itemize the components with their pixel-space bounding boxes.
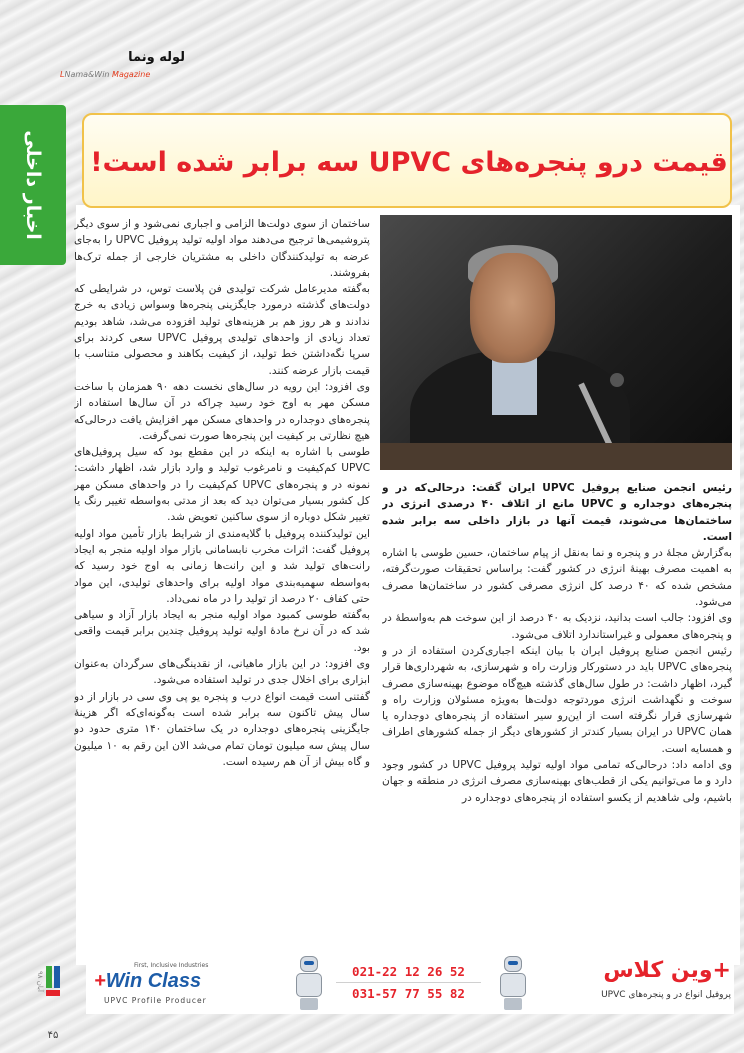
ad-brand-persian-subtitle: پروفیل انواع در و پنجره‌های UPVC bbox=[601, 990, 731, 1000]
ad-phone-2: 031-57 77 55 82 bbox=[352, 986, 465, 1001]
article-column-left bbox=[74, 216, 370, 946]
photo-table bbox=[380, 443, 732, 470]
section-tab bbox=[0, 105, 66, 265]
magazine-logo bbox=[60, 50, 185, 86]
ad-brand-persian bbox=[541, 958, 731, 1008]
lead-paragraph: رئیس انجمن صنایع پروفیل UPVC ایران گفت: درحالی‌که در و پنجره‌های دوجداره و UPVC مانع از اتلاف ۴۰ درصدی انرژی در ساختمان‌ها می‌شوند، قیمت آنها در بازار داخلی سه برابر شده است. bbox=[382, 482, 732, 543]
issue-label: آبان ۹۸ bbox=[36, 971, 44, 992]
paragraph: وی افزود: در این بازار ماهیانی، از نقدینگی‌های سرگردان به‌عنوان ابزاری برای اخلال جدی در تولید استفاده می‌شود. bbox=[74, 658, 370, 687]
ad-phone-numbers bbox=[326, 962, 491, 1006]
section-label: اخبار داخلی bbox=[22, 130, 44, 240]
photo-figure-head bbox=[470, 253, 555, 363]
paragraph: گفتنی است قیمت انواع درب و پنجره یو پی وی سی در بازار از دو سال پیش تاکنون سه برابر شده است به‌گونه‌ای‌که اگر هزینهٔ جایگزینی پنجره‌های دوجداره در یک ساختمان ۱۴۰ متری حدود دو سال پیش سه میلیون تومان تمام می‌شد الان این رقم به ۱۰ میلیون و گاه بیش از آن هم رسیده است. bbox=[74, 690, 370, 768]
page-footer-mark bbox=[30, 952, 70, 1044]
paragraph: به‌گفته طوسی کمبود مواد اولیه منجر به ایجاد بازار آزاد و سیاهی شد که در آن نرخ مادهٔ اولیه تولید پروفیل چندین برابر قیمت واقعی بود. bbox=[74, 609, 370, 654]
microphone-head-icon bbox=[610, 373, 624, 387]
robot-mascot-icon bbox=[292, 956, 326, 1010]
article-photo bbox=[380, 215, 732, 470]
advertisement-banner[interactable] bbox=[86, 952, 734, 1014]
ad-brand-latin bbox=[94, 962, 244, 1006]
paragraph: طوسی با اشاره به اینکه در این مقطع بود که سیل پروفیل‌های UPVC کم‌کیفیت و نامرغوب تولید و وارد بازار شد، اظهار داشت: نمونه در و پنجره‌های UPVC کم‌کیفیت را در واحدهای مسکن مهر کل کشور بسیار می‌توان دید که بعد از مدتی به‌واسطه تغییر رنگ یا تغییر شکل دوباره از سوی ساکنین تعویض شد. bbox=[74, 446, 370, 524]
robot-mascot-icon bbox=[496, 956, 530, 1010]
paragraph: ساختمان از سوی دولت‌ها الزامی و اجباری نمی‌شود و از سوی دیگر پتروشیمی‌ها ترجیح می‌دهند مواد اولیه تولید پروفیل UPVC را به‌جای عرضه به تولیدکنندگان داخلی به مشتریان خارجی از جمله ترک‌ها بفروشند. bbox=[74, 218, 370, 279]
page-number: ۴۵ bbox=[47, 1030, 59, 1041]
paragraph: این تولیدکننده پروفیل با گلایه‌مندی از شرایط بازار تأمین مواد اولیه پروفیل گفت: اثرات مخرب نابسامانی بازار مواد اولیه منجر به ایجاد رانت‌های تولید شد و این رانت‌ها زمانی به اوج خود رسید که به‌واسطه سهمیه‌بندی مواد اولیه برای واحدهای تولیدی، این مواد حتی کفاف ۲۰ درصد از تولید را در ماه نمی‌داد. bbox=[74, 527, 370, 605]
photo-figure-collar bbox=[492, 355, 537, 415]
paragraph: وی افزود: این رویه در سال‌های نخست دهه ۹۰ همزمان با ساخت مسکن مهر به اوج خود رسید چراکه در آن سال‌ها استفاده از پنجره‌های دوجداره در واحدهای مسکن مهر افزایش یافت درحالی‌که هیچ نظارتی بر کیفیت این پنجره‌ها صورت نمی‌گرفت. bbox=[74, 380, 370, 442]
article-title: قیمت درو پنجره‌های UPVC سه برابر شده است! bbox=[90, 147, 728, 178]
ad-phone-1: 021-22 12 26 52 bbox=[352, 964, 465, 979]
paragraph: به‌گفته مدیرعامل شرکت تولیدی فن پلاست توس، در شرایطی که دولت‌های گذشته درمورد جایگزینی پنجره‌ها وسواس زیادی به خرج ندادند و هر روز هم بر هزینه‌های تولید افزوده می‌شد، شاهد بودیم تعداد زیادی از واحدهای تولیدی پروفیل UPVC سعی کردند برای سرپا نگه‌داشتن خط تولید، از کیفیت بکاهند و محصولی متناسب با قیمت بازار عرضه کنند. bbox=[74, 283, 370, 377]
footer-logo-icon bbox=[46, 966, 52, 988]
ad-tagline: First, Inclusive Industries bbox=[134, 962, 209, 969]
paragraph: وی ادامه داد: درحالی‌که تمامی مواد اولیه تولید پروفیل UPVC در کشور وجود دارد و ما می‌توانیم یکی از قطب‌های بهینه‌سازی مصرف انرژی در منطقه و جهان باشیم، ولی شاهدیم از یکسو استفاده از پنجره‌های دوجداره در bbox=[382, 759, 732, 804]
ad-brand-name: +Win Class bbox=[94, 970, 202, 992]
ad-brand-subtitle: UPVC Profile Producer bbox=[104, 996, 207, 1005]
title-box bbox=[82, 113, 732, 208]
paragraph: وی افزود: جالب است بدانید، نزدیک به ۴۰ درصد از این سوخت هم به‌واسطهٔ در و پنجره‌های معمولی و غیراستاندارد اتلاف می‌شود. bbox=[382, 612, 732, 641]
article-column-right bbox=[382, 480, 732, 950]
logo-text: لوله ونما bbox=[128, 50, 185, 65]
paragraph: به‌گزارش مجلهٔ در و پنجره و نما به‌نقل از پیام ساختمان، حسین طوسی با اشاره به اهمیت مصرف بهینهٔ انرژی در کشور گفت: براساس تحقیقات صورت‌گرفته، مشخص شده که ۴۰ درصد کل انرژی مصرفی کشور در ساختمان‌ها مصرف می‌شود. bbox=[382, 547, 732, 609]
ad-brand-persian-name: +وین کلاس bbox=[603, 958, 731, 983]
paragraph: رئیس انجمن صنایع پروفیل ایران با بیان اینکه اجباری‌کردن استفاده از در و پنجره‌های UPVC باید در دستورکار وزارت راه و شهرسازی، به شهرداری‌ها قرار گیرد، اظهار داشت: در طول سال‌های گذشته هیچ‌گاه موضوع بهینه‌سازی مصرف سوخت و نگهداشت انرژی موردتوجه دولت‌ها به‌ویژه مسئولان وزارت راه و شهرسازی قرار نگرفته است از این‌رو سیر استفاده از پنجره‌های دوجداره یا همان UPVC در ایران بسیار کندتر از کشورهای دیگر از جمله کشورهای اطراف و همسایه است. bbox=[382, 644, 732, 755]
logo-subtitle: LNama&Win Magazine bbox=[60, 70, 151, 79]
